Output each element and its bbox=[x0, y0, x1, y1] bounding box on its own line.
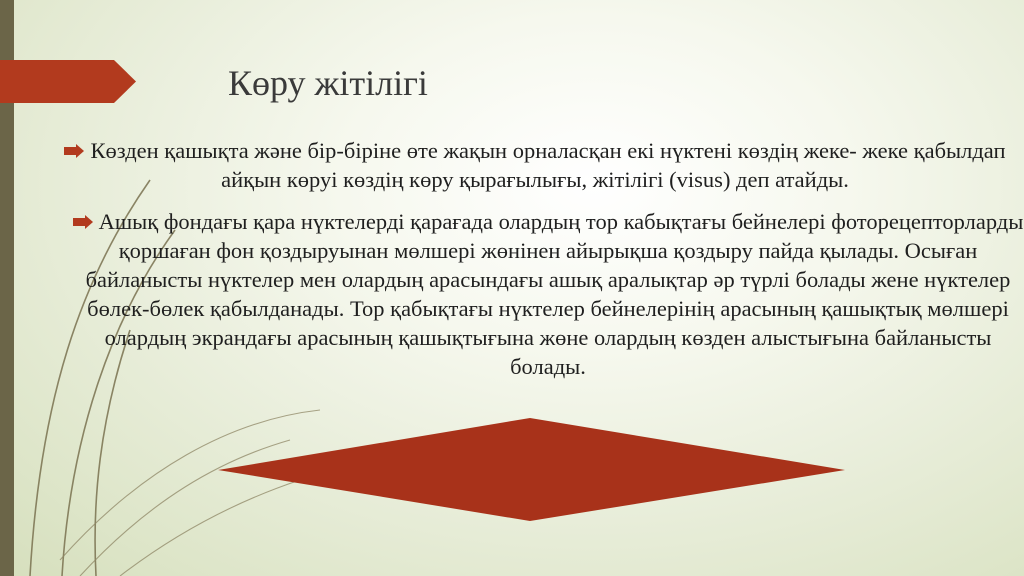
paragraph-2-text: Ашық фондағы қара нүктелерді қарағада олардың тор кабықтағы бейнелері фоторецепторларды қоршаған фон қоздыруынан мөлшері жөнінен айырықша қоздыру пайда қылады. Осыған байланысты нүктелер мен олардың арасындағы ашық аралықтар әр түрлі болады жене нүктелер бөлек-бөлек қабылданады. Тор қабықтағы нүктелер бейнелерінің арасының қашықтық мөлшері олардың экрандағы арасының қашықтығына жөне олардың көзден алыстығына байланысты болады. bbox=[85, 209, 1024, 379]
bullet-paragraph-2 bbox=[72, 207, 1024, 381]
slide-title: Көру жітілігі bbox=[228, 63, 428, 103]
title-arrow-banner bbox=[0, 60, 136, 103]
bullet-paragraph-1 bbox=[54, 136, 1016, 194]
right-arrow-bullet-icon bbox=[73, 215, 93, 229]
paragraph-1-text: Көзден қашықта және бір-біріне өте жақын орналасқан екі нүктені көздің жеке- жеке қабылдап айқын көруі көздің көру қырағылығы, жітілігі (visus) деп атайды. bbox=[90, 138, 1006, 192]
right-arrow-bullet-icon bbox=[64, 144, 84, 158]
